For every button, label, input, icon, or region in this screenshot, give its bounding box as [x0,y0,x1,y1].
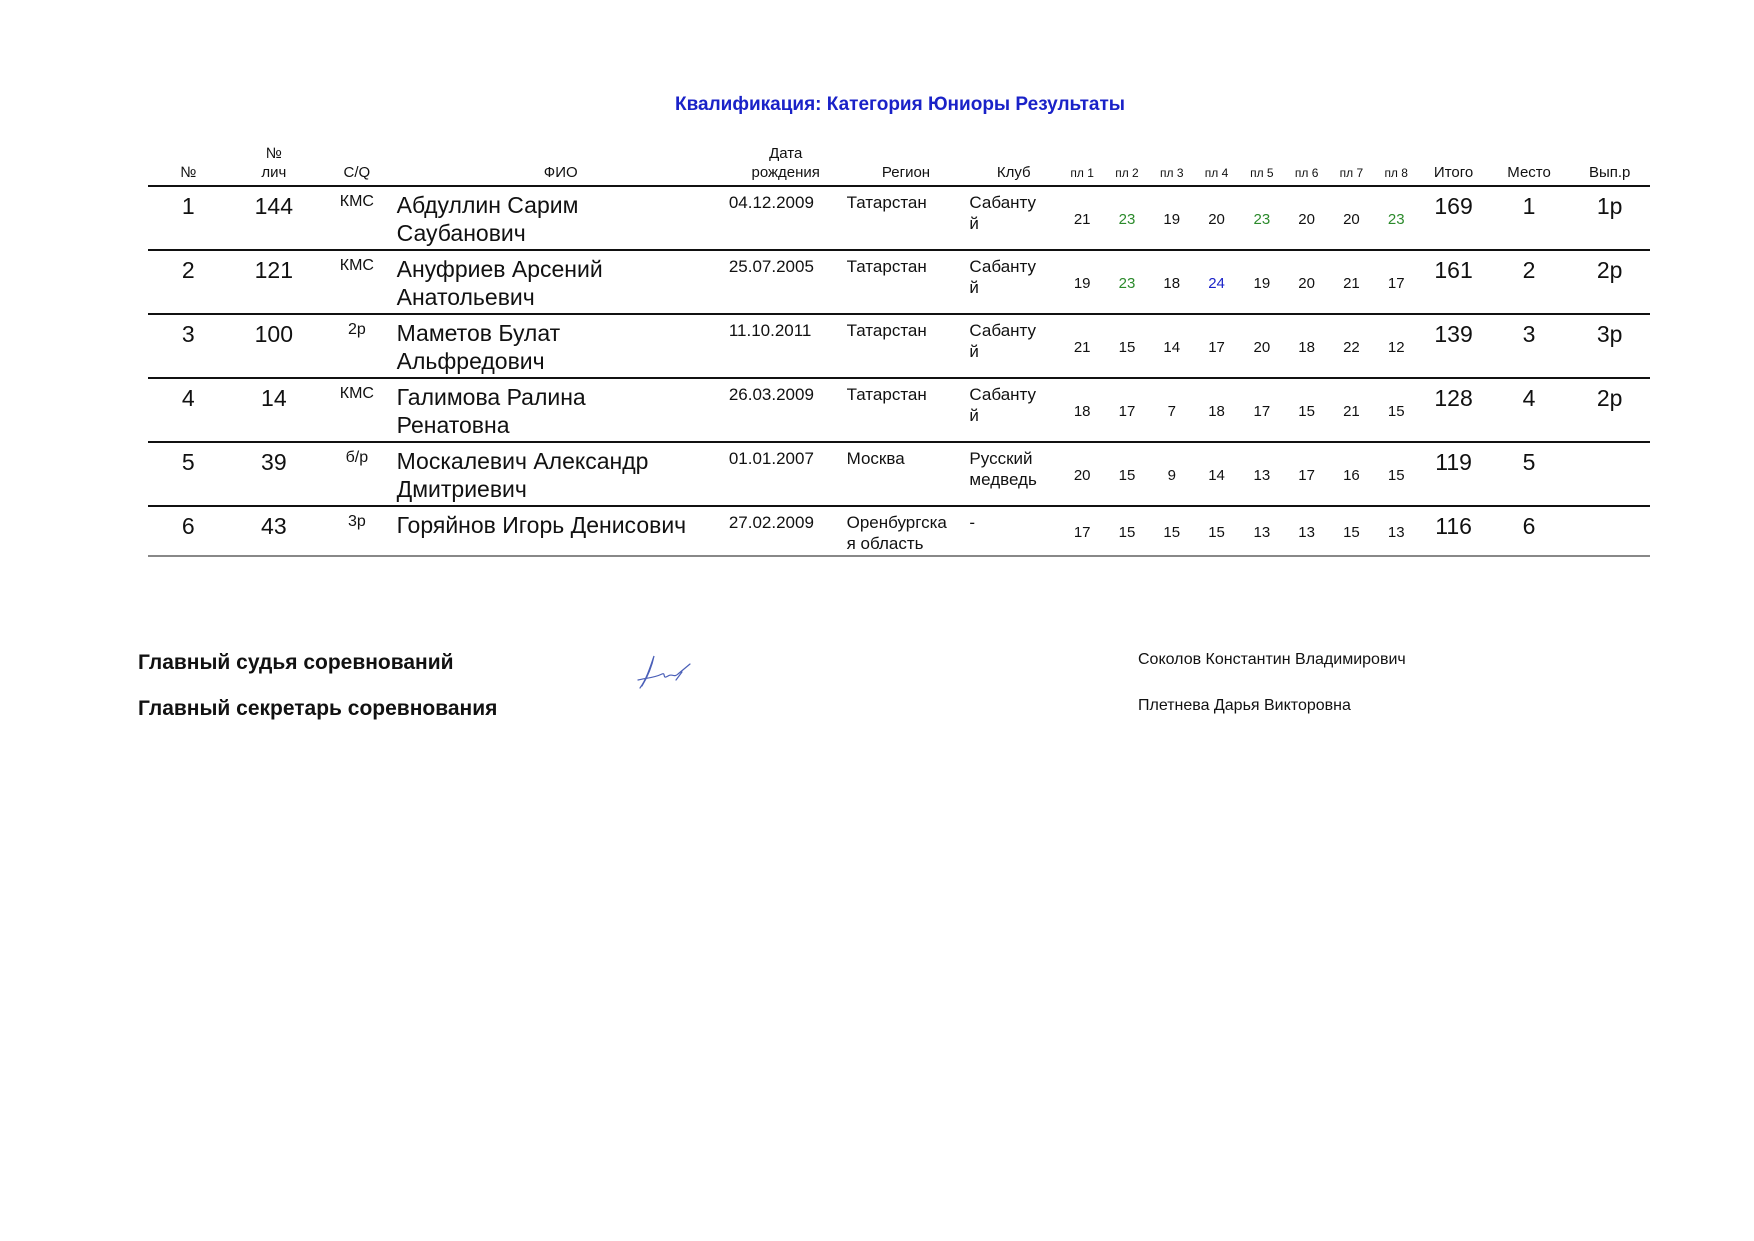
header-place: Место [1489,144,1570,186]
header-pl-3: пл 3 [1150,144,1194,186]
cell-score-pl-8: 23 [1374,186,1418,250]
cell-fio [395,442,727,506]
cell-vyp: 3р [1569,314,1650,378]
cell-vyp: 1р [1569,186,1650,250]
cell-lich: 100 [229,314,320,378]
cell-cq: б/р [319,442,395,506]
cell-place: 4 [1489,378,1570,442]
cell-score-pl-1: 19 [1060,250,1104,314]
header-pl-8: пл 8 [1374,144,1418,186]
cell-score-pl-1: 20 [1060,442,1104,506]
header-fio: ФИО [395,144,727,186]
cell-region: Оренбургска я область [845,506,968,556]
cell-cq: 3р [319,506,395,556]
cell-score-pl-7: 22 [1329,314,1374,378]
cell-score-pl-2: 15 [1104,314,1149,378]
cell-score-pl-6: 20 [1284,250,1328,314]
cell-vyp [1569,506,1650,556]
header-region: Регион [845,144,968,186]
cell-lich: 121 [229,250,320,314]
judge-signature [632,650,694,692]
header-vyp: Вып.р [1569,144,1650,186]
cell-score-pl-4: 24 [1194,250,1239,314]
header-dob: Дата рождения [727,144,845,186]
cell-score-pl-5: 17 [1239,378,1284,442]
cell-score-pl-7: 15 [1329,506,1374,556]
cell-place: 3 [1489,314,1570,378]
cell-club: Сабанту й [967,314,1060,378]
cell-vyp: 2р [1569,250,1650,314]
cell-dob: 27.02.2009 [727,506,845,556]
cell-fio [395,186,727,250]
cell-fio [395,378,727,442]
table-row [148,250,1650,314]
cell-num: 6 [148,506,229,556]
header-cq: С/Q [319,144,395,186]
cell-num: 2 [148,250,229,314]
cell-score-pl-8: 12 [1374,314,1418,378]
cell-region: Татарстан [845,250,968,314]
cell-club: Сабанту й [967,378,1060,442]
cell-total: 116 [1418,506,1488,556]
cell-dob: 26.03.2009 [727,378,845,442]
cell-place: 1 [1489,186,1570,250]
cell-cq: 2р [319,314,395,378]
cell-fio [395,506,727,556]
table-row [148,442,1650,506]
cell-score-pl-3: 14 [1150,314,1194,378]
fio-line-2: Ренатовна [396,412,510,438]
page-title: Квалификация: Категория Юниоры Результаты [675,94,1125,115]
cell-region: Татарстан [845,186,968,250]
header-pl-4: пл 4 [1194,144,1239,186]
cell-score-pl-8: 13 [1374,506,1418,556]
header-pl-2: пл 2 [1104,144,1149,186]
cell-club: - [967,506,1060,556]
header-pl-7: пл 7 [1329,144,1374,186]
cell-region: Москва [845,442,968,506]
secretary-label: Главный секретарь соревнования [138,697,498,720]
fio-line-1: Галимова Ралина [396,384,586,410]
cell-score-pl-4: 17 [1194,314,1239,378]
fio-line-1: Ануфриев Арсений [396,256,603,282]
cell-score-pl-5: 13 [1239,506,1284,556]
fio-line-2: Альфредович [396,348,545,374]
cell-lich: 14 [229,378,320,442]
table-row [148,378,1650,442]
header-pl-6: пл 6 [1284,144,1328,186]
fio-line-1: Горяйнов Игорь Денисович [396,512,687,538]
cell-score-pl-4: 18 [1194,378,1239,442]
cell-score-pl-6: 17 [1284,442,1328,506]
cell-score-pl-6: 20 [1284,186,1328,250]
cell-score-pl-5: 20 [1239,314,1284,378]
cell-vyp [1569,442,1650,506]
cell-total: 169 [1418,186,1488,250]
cell-score-pl-3: 15 [1150,506,1194,556]
fio-line-2: Анатольевич [396,284,535,310]
cell-total: 161 [1418,250,1488,314]
fio-line-1: Абдуллин Сарим [396,192,579,218]
cell-score-pl-1: 17 [1060,506,1104,556]
cell-cq: КМС [319,250,395,314]
cell-score-pl-1: 18 [1060,378,1104,442]
cell-score-pl-7: 21 [1329,378,1374,442]
cell-num: 3 [148,314,229,378]
cell-score-pl-8: 15 [1374,442,1418,506]
cell-score-pl-5: 19 [1239,250,1284,314]
cell-total: 139 [1418,314,1488,378]
fio-line-1: Маметов Булат [396,320,561,346]
cell-score-pl-7: 20 [1329,186,1374,250]
cell-dob: 04.12.2009 [727,186,845,250]
cell-score-pl-3: 7 [1150,378,1194,442]
secretary-name: Плетнева Дарья Викторовна [1138,697,1351,714]
table-row [148,506,1650,556]
cell-lich: 43 [229,506,320,556]
cell-cq: КМС [319,378,395,442]
fio-line-2: Саубанович [396,220,526,246]
cell-region: Татарстан [845,378,968,442]
cell-score-pl-7: 21 [1329,250,1374,314]
judge-name: Соколов Константин Владимирович [1138,651,1406,668]
cell-lich: 39 [229,442,320,506]
cell-score-pl-1: 21 [1060,186,1104,250]
header-lich: № лич [229,144,320,186]
results-table [148,144,1650,557]
header-row [148,144,1650,186]
header-pl-1: пл 1 [1060,144,1104,186]
cell-lich: 144 [229,186,320,250]
cell-score-pl-2: 23 [1104,186,1149,250]
cell-score-pl-3: 18 [1150,250,1194,314]
cell-cq: КМС [319,186,395,250]
cell-score-pl-4: 20 [1194,186,1239,250]
cell-place: 6 [1489,506,1570,556]
cell-score-pl-6: 13 [1284,506,1328,556]
cell-place: 2 [1489,250,1570,314]
header-pl-5: пл 5 [1239,144,1284,186]
cell-total: 119 [1418,442,1488,506]
cell-vyp: 2р [1569,378,1650,442]
cell-score-pl-2: 15 [1104,442,1149,506]
cell-dob: 01.01.2007 [727,442,845,506]
cell-score-pl-3: 19 [1150,186,1194,250]
cell-club: Русский медведь [967,442,1060,506]
judge-label: Главный судья соревнований [138,651,454,674]
cell-num: 4 [148,378,229,442]
cell-num: 5 [148,442,229,506]
cell-club: Сабанту й [967,186,1060,250]
cell-score-pl-8: 15 [1374,378,1418,442]
cell-dob: 25.07.2005 [727,250,845,314]
header-club: Клуб [967,144,1060,186]
cell-dob: 11.10.2011 [727,314,845,378]
cell-score-pl-6: 15 [1284,378,1328,442]
cell-num: 1 [148,186,229,250]
fio-line-1: Москалевич Александр [396,448,649,474]
cell-fio [395,314,727,378]
cell-score-pl-4: 15 [1194,506,1239,556]
cell-region: Татарстан [845,314,968,378]
cell-place: 5 [1489,442,1570,506]
cell-score-pl-2: 15 [1104,506,1149,556]
cell-score-pl-1: 21 [1060,314,1104,378]
cell-score-pl-3: 9 [1150,442,1194,506]
cell-score-pl-4: 14 [1194,442,1239,506]
cell-score-pl-2: 23 [1104,250,1149,314]
cell-fio [395,250,727,314]
cell-score-pl-8: 17 [1374,250,1418,314]
cell-club: Сабанту й [967,250,1060,314]
header-num: № [148,144,229,186]
cell-score-pl-2: 17 [1104,378,1149,442]
results-body [148,186,1650,556]
table-row [148,314,1650,378]
cell-score-pl-7: 16 [1329,442,1374,506]
fio-line-2: Дмитриевич [396,476,527,502]
header-total: Итого [1418,144,1488,186]
cell-total: 128 [1418,378,1488,442]
cell-score-pl-5: 13 [1239,442,1284,506]
cell-score-pl-5: 23 [1239,186,1284,250]
cell-score-pl-6: 18 [1284,314,1328,378]
table-row [148,186,1650,250]
